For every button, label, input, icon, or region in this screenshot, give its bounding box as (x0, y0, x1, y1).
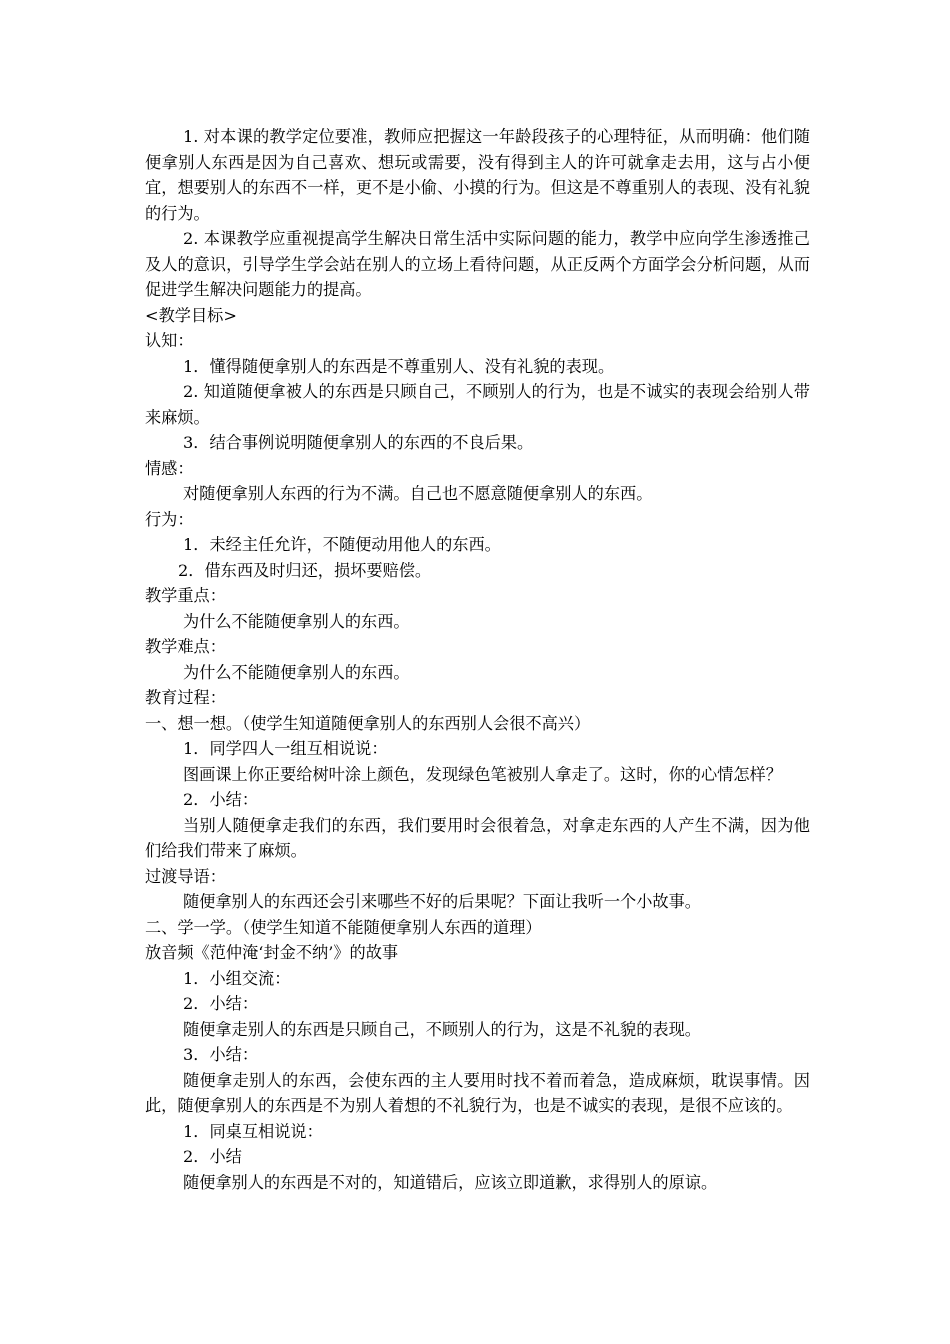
behavior-item-2: 2．借东西及时归还，损坏要赔偿。 (178, 560, 432, 580)
subheading-emotion: 情感： (145, 458, 194, 478)
transition-heading: 过渡导语： (145, 866, 226, 886)
step-1-summary: 当别人随便拿走我们的东西，我们要用时会很着急，对拿走东西的人产生不满，因为他们给我们带来了麻烦。 (145, 815, 810, 860)
subheading-behavior: 行为： (145, 509, 194, 529)
subheading-cognition: 认知： (145, 331, 194, 350)
transition-text: 随便拿别人的东西还会引来哪些不好的后果呢？下面让我听一个小故事。 (183, 892, 701, 911)
cognition-item-2: 2. 知道随便拿被人的东西是只顾自己，不顾别人的行为，也是不诚实的表现会给别人带来麻烦。 (145, 382, 810, 427)
behavior-item-1: 1．未经主任允许，不随便动用他人的东西。 (183, 535, 501, 554)
step-2-item-2: 2．小结： (183, 994, 259, 1013)
cognition-item-3: 3．结合事例说明随便拿别人的东西的不良后果。 (183, 433, 534, 452)
difficulty-text: 为什么不能随便拿别人的东西。 (183, 662, 410, 682)
audio-story-line: 放音频《范仲淹‘封金不纳’》的故事 (145, 943, 399, 962)
subheading-process: 教育过程： (145, 688, 226, 707)
emotion-text: 对随便拿别人东西的行为不满。自己也不愿意随便拿别人的东西。 (183, 484, 653, 503)
subheading-difficulty: 教学难点： (145, 637, 226, 656)
document-page (145, 124, 810, 1195)
subheading-key-point: 教学重点： (145, 586, 226, 605)
key-point-text: 为什么不能随便拿别人的东西。 (183, 611, 410, 631)
cognition-item-1: 1．懂得随便拿别人的东西是不尊重别人、没有礼貌的表现。 (183, 356, 615, 376)
step-2-item-1: 1．小组交流： (183, 968, 291, 988)
final-summary: 随便拿别人的东西是不对的，知道错后，应该立即道歉，求得别人的原谅。 (183, 1172, 718, 1192)
step-1-item-2: 2．小结： (183, 790, 259, 809)
paragraph-note-2: 2. 本课教学应重视提高学生解决日常生活中实际问题的能力，教学中应向学生渗透推己及人的意识，引导学生学会站在别人的立场上看待问题，从正反两个方面学会分析问题，从而促进学生解决问题能力的提高。 (145, 229, 810, 299)
step-2-heading: 二、学一学。（使学生知道不能随便拿别人东西的道理） (145, 917, 542, 937)
pair-talk-item-1: 1．同桌互相说说： (183, 1121, 323, 1141)
step-2-item-3: 3．小结： (183, 1045, 259, 1064)
step-1-heading: 一、想一想。（使学生知道随便拿别人的东西别人会很不高兴） (145, 713, 591, 733)
step-1-item-1: 1．同学四人一组互相说说： (183, 739, 388, 758)
paragraph-note-1: 1. 对本课的教学定位要准，教师应把握这一年龄段孩子的心理特征，从而明确：他们随便拿别人东西是因为自己喜欢、想玩或需要，没有得到主人的许可就拿走去用，这与占小便宜，想要别人的东西不一样，更不是小偷、小摸的行为。但这是不尊重别人的表现、没有礼貌的行为。 (145, 127, 810, 223)
step-2-summary-2: 随便拿走别人的东西，会使东西的主人要用时找不着而着急，造成麻烦，耽误事情。因此，随便拿别人的东西是不为别人着想的不礼貌行为，也是不诚实的表现，是很不应该的。 (145, 1070, 810, 1115)
step-1-scenario: 图画课上你正要给树叶涂上颜色，发现绿色笔被别人拿走了。这时，你的心情怎样？ (183, 764, 782, 784)
section-heading-objectives: <教学目标> (145, 305, 237, 325)
pair-talk-item-2: 2．小结 (183, 1147, 242, 1166)
step-2-summary-1: 随便拿走别人的东西是只顾自己，不顾别人的行为，这是不礼貌的表现。 (183, 1019, 701, 1039)
